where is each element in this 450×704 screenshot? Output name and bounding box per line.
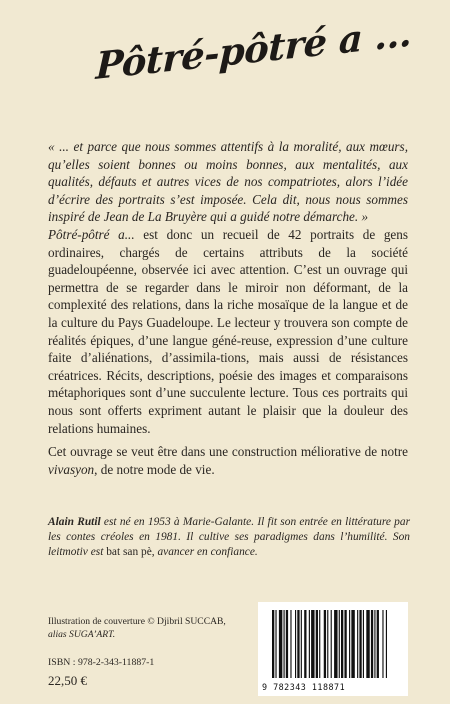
barcode-icon — [266, 610, 400, 680]
credit-line: Illustration de couverture © Djibril SUCCAB, — [48, 616, 226, 627]
credit-alias: alias SUGA’ART. — [48, 628, 116, 640]
author-bio-end: avancer en confiance. — [154, 546, 258, 558]
illustration-credit — [48, 616, 248, 641]
author-motto: bat san pè, — [106, 546, 155, 558]
barcode-digits: 9 782343 118871 — [262, 682, 346, 692]
author-bio — [48, 515, 410, 560]
blurb-body: est donc un recueil de 42 portraits de gens ordinaires, chargés de certains attributs de la société guadeloupéenne, observée ici avec attention. C’est un ouvrage qui permettra de se regarder dans le miroir non déformant, de la complexité des relations, dans la riche mosaïque de la langue et de la culture du Pays Guadeloupe. Le lecteur y trouvera son compte de réalités épiques, d’une langue géné-reuse, expression d’une culture faite d’aliénations, d’assimila-tions, mais aussi de résistances créatrices. Récits, descriptions, poésie des images et comparaisons métaphoriques sont d’une succulente lecture. Tous ces portraits qui nous sont offerts expriment autant le plaisir que la douleur des relations humaines. — [48, 226, 408, 436]
blurb-closing-end: , de notre mode de vie. — [94, 461, 215, 477]
price: 22,50 € — [48, 673, 87, 688]
blurb-quote: « ... et parce que nous sommes attentifs à la moralité, aux mœurs, qu’elles soient bonnes ou moins bonnes, aux mentalités, aux qualités, défauts et autres vices de nos compatriotes, alors l’idée d’écrire des portraits s’est imposée. Cela dit, nous nous sommes inspiré de Jean de La Bruyère qui a guidé notre démarche. » — [48, 139, 408, 225]
blurb-lead-title: Pôtré-pôtré a... — [48, 226, 135, 242]
blurb-paragraph — [48, 226, 408, 437]
blurb — [48, 138, 408, 478]
blurb-closing — [48, 443, 408, 478]
author-bio-text: est né en 1953 à Marie-Galante. Il fit son entrée en littérature par les contes créoles en 1981. Il cultive ses paradigmes dans l’humilité. Son leitmotiv est — [48, 516, 411, 558]
author-name: Alain Rutil — [48, 516, 101, 528]
blurb-closing-start: Cet ouvrage se veut être dans une construction méliorative de notre — [48, 444, 408, 460]
barcode — [258, 602, 408, 696]
blurb-closing-italic: vivasyon — [48, 461, 95, 477]
book-title: Pôtré-pôtré a ... — [95, 10, 413, 88]
isbn: ISBN : 978-2-343-11887-1 — [48, 657, 155, 668]
